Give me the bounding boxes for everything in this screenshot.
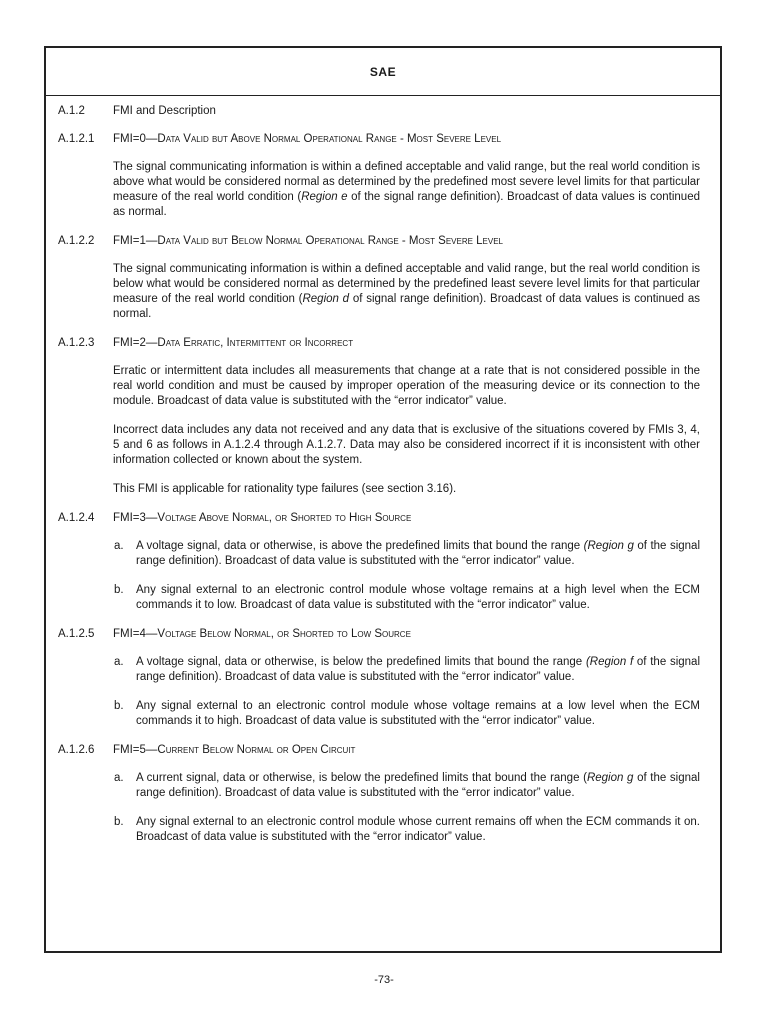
fmi-prefix: FMI=5— <box>113 744 158 756</box>
paragraph-text: The signal communicating information is within a defined acceptable and valid range, but the real world condition is below what would be considered normal as determined by the predefined least severe level limits for that particular measure of the real world condition ( <box>113 263 700 305</box>
paragraph-text: of signal range definition). Broadcast of data values is continued as normal. <box>113 293 700 320</box>
section-title <box>113 336 700 351</box>
list-item-text: Any signal external to an electronic control module whose voltage remains at a high level when the ECM commands it to low. Broadcast of data value is substituted with the “error indicator” value. <box>136 584 700 611</box>
list-item <box>113 815 700 845</box>
paragraph: This FMI is applicable for rationality type failures (see section 3.16). <box>113 483 457 495</box>
section-number: A.1.2 <box>58 105 85 117</box>
list-item-text <box>136 655 700 685</box>
fmi-title: Current Below Normal or Open Circuit <box>157 744 356 756</box>
item-text: of the signal range definition). Broadcast of data value is substituted with the “error indicator” value. <box>136 540 700 567</box>
section-number: A.1.2.4 <box>58 512 95 524</box>
section-title <box>113 511 700 526</box>
region-reference: Region g <box>586 772 634 784</box>
document-header <box>46 48 720 96</box>
section-heading-a-1-2-1 <box>58 132 700 147</box>
list-marker: b. <box>114 584 124 596</box>
header-title: SAE <box>369 64 397 79</box>
section-title: FMI and Description <box>113 105 216 117</box>
fmi-title: Voltage Below Normal, or Shorted to Low Source <box>157 628 411 640</box>
fmi-prefix: FMI=0— <box>113 133 158 145</box>
section-title <box>113 627 700 642</box>
list-marker: a. <box>114 540 124 552</box>
list-marker: b. <box>114 816 124 828</box>
section-heading-a-1-2-6 <box>58 743 700 758</box>
section-number: A.1.2.6 <box>58 744 95 756</box>
paragraph-text: of the signal range definition). Broadcast of data values is continued as normal. <box>113 191 700 218</box>
document-body <box>46 96 720 845</box>
paragraph: Erratic or intermittent data includes all measurements that change at a rate that is not considered possible in the real world condition and must be caused by improper operation of the measuring device or its connection to the module. Broadcast of data value is substituted with the “error indicator” value. <box>113 365 700 407</box>
section-heading-a-1-2-5 <box>58 627 700 642</box>
list-marker: a. <box>114 772 124 784</box>
paragraph: Incorrect data includes any data not received and any data that is exclusive of the situations covered by FMIs 3, 4, 5 and 6 as follows in A.1.2.4 through A.1.2.7. Data may also be considered incorrect if it is inconsistent with other information collected or known about the system. <box>113 424 700 466</box>
item-text: of the signal range definition). Broadcast of data value is substituted with the “error indicator” value. <box>136 656 701 683</box>
section-number: A.1.2.5 <box>58 628 95 640</box>
section-title <box>113 132 700 147</box>
list-item <box>113 771 700 801</box>
fmi-prefix: FMI=1— <box>113 235 158 247</box>
page-frame <box>44 46 722 953</box>
region-reference: (Region f <box>585 656 634 668</box>
list-item <box>113 655 700 685</box>
fmi-prefix: FMI=3— <box>113 512 158 524</box>
section-heading-a-1-2 <box>58 104 700 119</box>
section-title <box>113 743 700 758</box>
fmi-title: Data Erratic, Intermittent or Incorrect <box>157 337 354 349</box>
paragraph-text: The signal communicating information is within a defined acceptable and valid range, but the real world condition is above what would be considered normal as determined by the predefined most severe level limits for that particular measure of the real world condition ( <box>113 161 700 203</box>
list-item <box>113 699 700 729</box>
fmi-title: Voltage Above Normal, or Shorted to High Source <box>157 512 412 524</box>
list-marker: a. <box>114 656 124 668</box>
item-text: A current signal, data or otherwise, is below the predefined limits that bound the range ( <box>136 772 587 784</box>
list-item-text: Any signal external to an electronic control module whose current remains off when the ECM commands it on. Broadcast of data value is substituted with the “error indicator” value. <box>136 816 700 843</box>
region-reference: Region d <box>302 293 350 305</box>
section-number: A.1.2.2 <box>58 235 95 247</box>
list-item-text <box>136 771 700 801</box>
section-heading-a-1-2-3 <box>58 336 700 351</box>
item-text: A voltage signal, data or otherwise, is above the predefined limits that bound the range <box>136 540 584 552</box>
fmi-prefix: FMI=2— <box>113 337 158 349</box>
region-reference: Region e <box>301 191 348 203</box>
page-number: -73- <box>374 974 394 986</box>
item-text: of the signal range definition). Broadcast of data value is substituted with the “error indicator” value. <box>136 772 700 799</box>
paragraph <box>113 262 700 322</box>
section-heading-a-1-2-2 <box>58 234 700 249</box>
list-item-text <box>136 539 700 569</box>
section-title <box>113 234 700 249</box>
section-number: A.1.2.3 <box>58 337 95 349</box>
list-marker: b. <box>114 700 124 712</box>
section-heading-a-1-2-4 <box>58 511 700 526</box>
item-text: A voltage signal, data or otherwise, is below the predefined limits that bound the range <box>136 656 586 668</box>
list-item <box>113 583 700 613</box>
fmi-title: Data Valid but Below Normal Operational Range - Most Severe Level <box>157 235 503 247</box>
section-number: A.1.2.1 <box>58 133 95 145</box>
list-item-text: Any signal external to an electronic control module whose voltage remains at a low level when the ECM commands it to high. Broadcast of data value is substituted with the “error indicator” value. <box>136 700 700 727</box>
region-reference: (Region g <box>583 540 634 552</box>
paragraph <box>113 160 700 220</box>
fmi-prefix: FMI=4— <box>113 628 158 640</box>
list-item <box>113 539 700 569</box>
fmi-title: Data Valid but Above Normal Operational Range - Most Severe Level <box>157 133 502 145</box>
